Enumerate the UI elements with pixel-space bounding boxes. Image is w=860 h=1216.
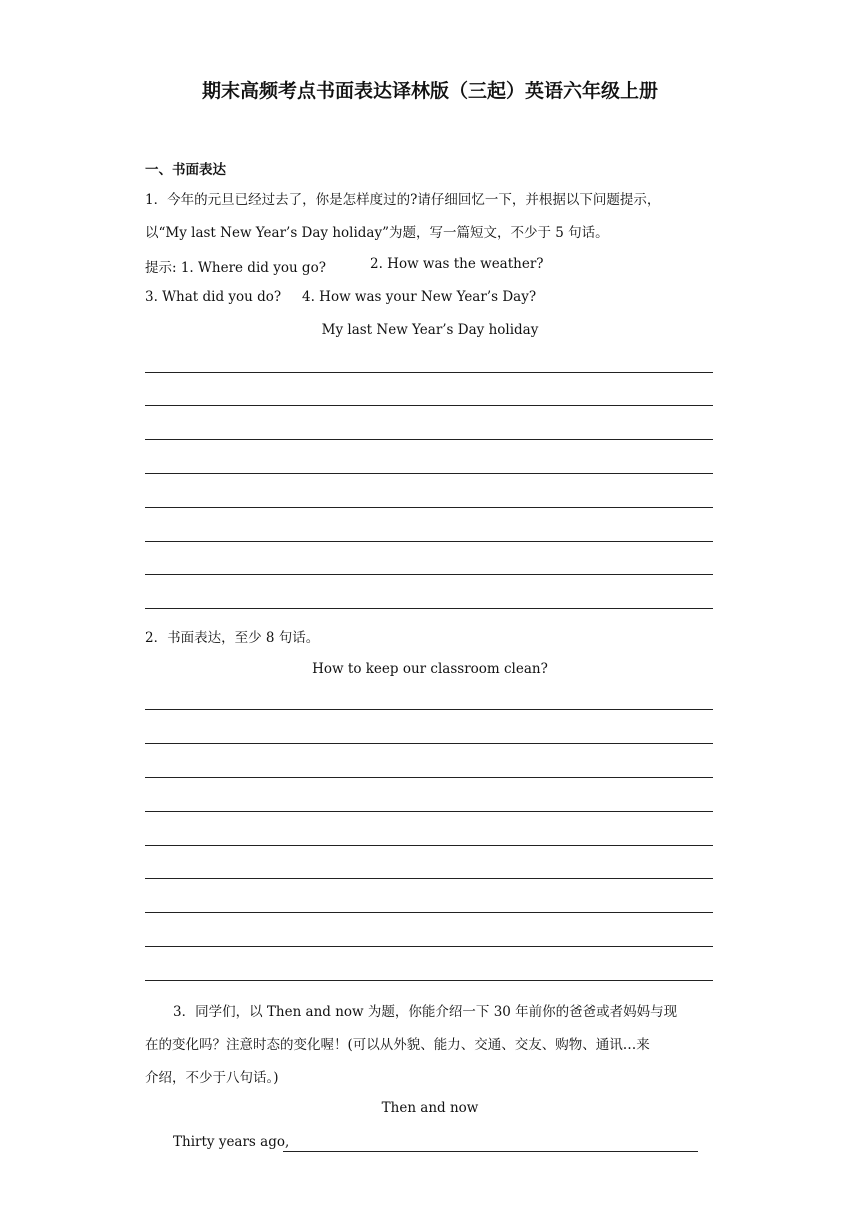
q3-essay-title: Then and now [381,1100,479,1116]
section-heading: 一、书面表达 [145,162,226,178]
q1-hint-2: 2. How was the weather? [370,256,544,272]
q3-answer-blank[interactable] [283,1151,698,1152]
q3-prompt-line1: 3．同学们，以 Then and now 为题，你能介绍一下 30 年前你的爸爸或者妈妈与现 [173,1004,678,1020]
q2-answer-line[interactable] [145,709,713,710]
q2-answer-line[interactable] [145,845,713,846]
q1-hint-1: 提示: 1. Where did you go? [145,260,326,276]
q2-answer-line[interactable] [145,912,713,913]
q1-prompt-line1: 1．今年的元旦已经过去了，你是怎样度过的?请仔细回忆一下，并根据以下问题提示， [145,192,661,208]
q1-essay-title: My last New Year’s Day holiday [321,322,539,338]
q1-answer-line[interactable] [145,405,713,406]
q1-answer-line[interactable] [145,608,713,609]
page-title: 期末高频考点书面表达译林版（三起）英语六年级上册 [201,80,658,102]
q2-prompt: 2．书面表达，至少 8 句话。 [145,630,320,646]
q2-answer-line[interactable] [145,946,713,947]
q1-answer-line[interactable] [145,439,713,440]
q1-hint-3: 3. What did you do? [145,289,282,305]
q1-answer-line[interactable] [145,473,713,474]
q1-prompt-line2: 以“My last New Year’s Day holiday”为题，写一篇短文，不少于 5 句话。 [145,225,609,241]
q3-starter: Thirty years ago, [173,1134,290,1150]
q1-hint-4: 4. How was your New Year’s Day? [302,289,537,305]
q3-prompt-line3: 介绍，不少于八句话。) [145,1070,279,1086]
q1-answer-line[interactable] [145,541,713,542]
q2-answer-line[interactable] [145,743,713,744]
q3-prompt-line2: 在的变化吗？注意时态的变化喔！(可以从外貌、能力、交通、交友、购物、通讯…来 [145,1037,650,1053]
q2-answer-line[interactable] [145,878,713,879]
q2-answer-line[interactable] [145,980,713,981]
q2-essay-title: How to keep our classroom clean? [312,661,548,677]
q1-answer-line[interactable] [145,574,713,575]
q2-answer-line[interactable] [145,811,713,812]
q1-answer-line[interactable] [145,507,713,508]
q1-answer-line[interactable] [145,372,713,373]
q2-answer-line[interactable] [145,777,713,778]
